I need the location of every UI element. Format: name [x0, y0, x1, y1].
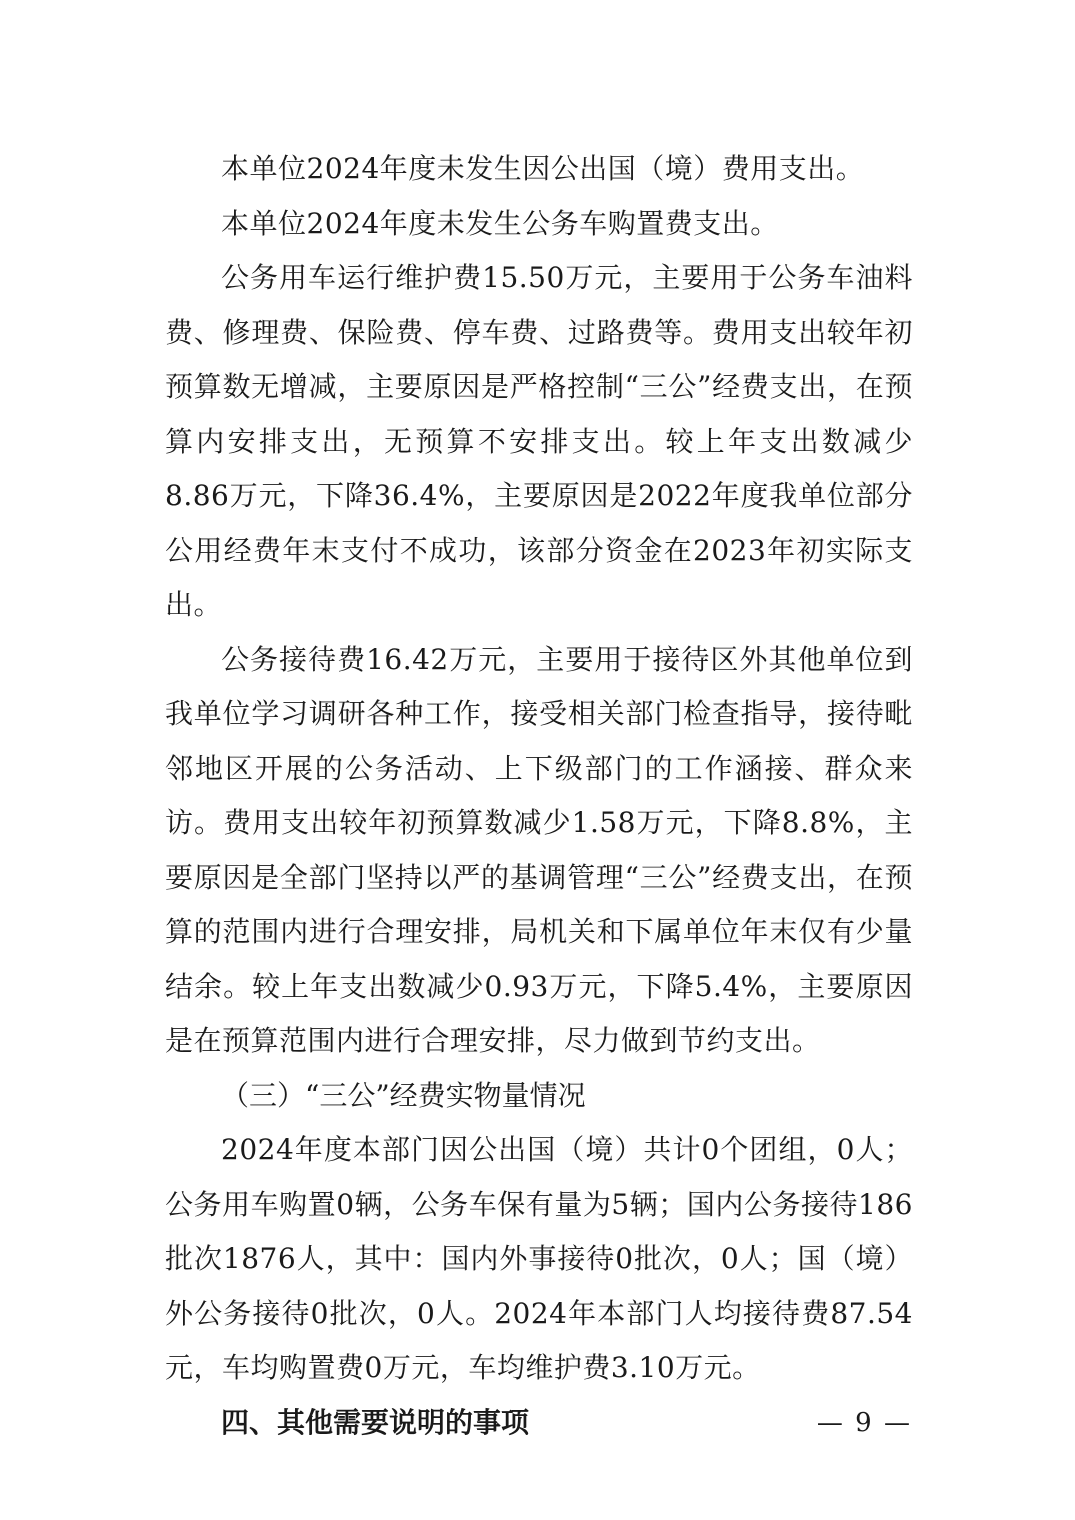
document-body [165, 142, 913, 1450]
paragraph-travel-abroad: 本单位2024年度未发生因公出国（境）费用支出。 [221, 152, 865, 185]
paragraph-reception-fee: 公务接待费16.42万元，主要用于接待区外其他单位到我单位学习调研各种工作，接受相关部门检查指导，接待毗邻地区开展的公务活动、上下级部门的工作涵接、群众来访。费用支出较年初预算数减少1.58万元，下降8.8%，主要原因是全部门坚持以严的基调管理“三公”经费支出，在预算的范围内进行合理安排，局机关和下属单位年末仅有少量结余。较上年支出数减少0.93万元，下降5.4%，主要原因是在预算范围内进行合理安排，尽力做到节约支出。 [165, 642, 913, 1057]
paragraph-physical-quantity: 2024年度本部门因公出国（境）共计0个团组，0人；公务用车购置0辆，公务车保有量为5辆；国内公务接待186批次1876人，其中：国内外事接待0批次，0人；国（境）外公务接待0批次，0人。2024年本部门人均接待费87.54元，车均购置费0万元，车均维护费3.10万元。 [165, 1133, 913, 1384]
section-heading-other-matters: 四、其他需要说明的事项 [221, 1405, 530, 1439]
page-number: — 9 — [816, 1408, 912, 1438]
subheading-physical-quantity: （三）“三公”经费实物量情况 [221, 1078, 586, 1112]
paragraph-vehicle-purchase: 本单位2024年度未发生公务车购置费支出。 [221, 206, 779, 240]
paragraph-vehicle-maintenance: 公务用车运行维护费15.50万元，主要用于公务车油料费、修理费、保险费、停车费、过路费等。费用支出较年初预算数无增减，主要原因是严格控制“三公”经费支出，在预算内安排支出，无预算不安排支出。较上年支出数减少8.86万元，下降36.4%，主要原因是2022年度我单位部分公用经费年末支付不成功，该部分资金在2023年初实际支出。 [165, 261, 913, 621]
